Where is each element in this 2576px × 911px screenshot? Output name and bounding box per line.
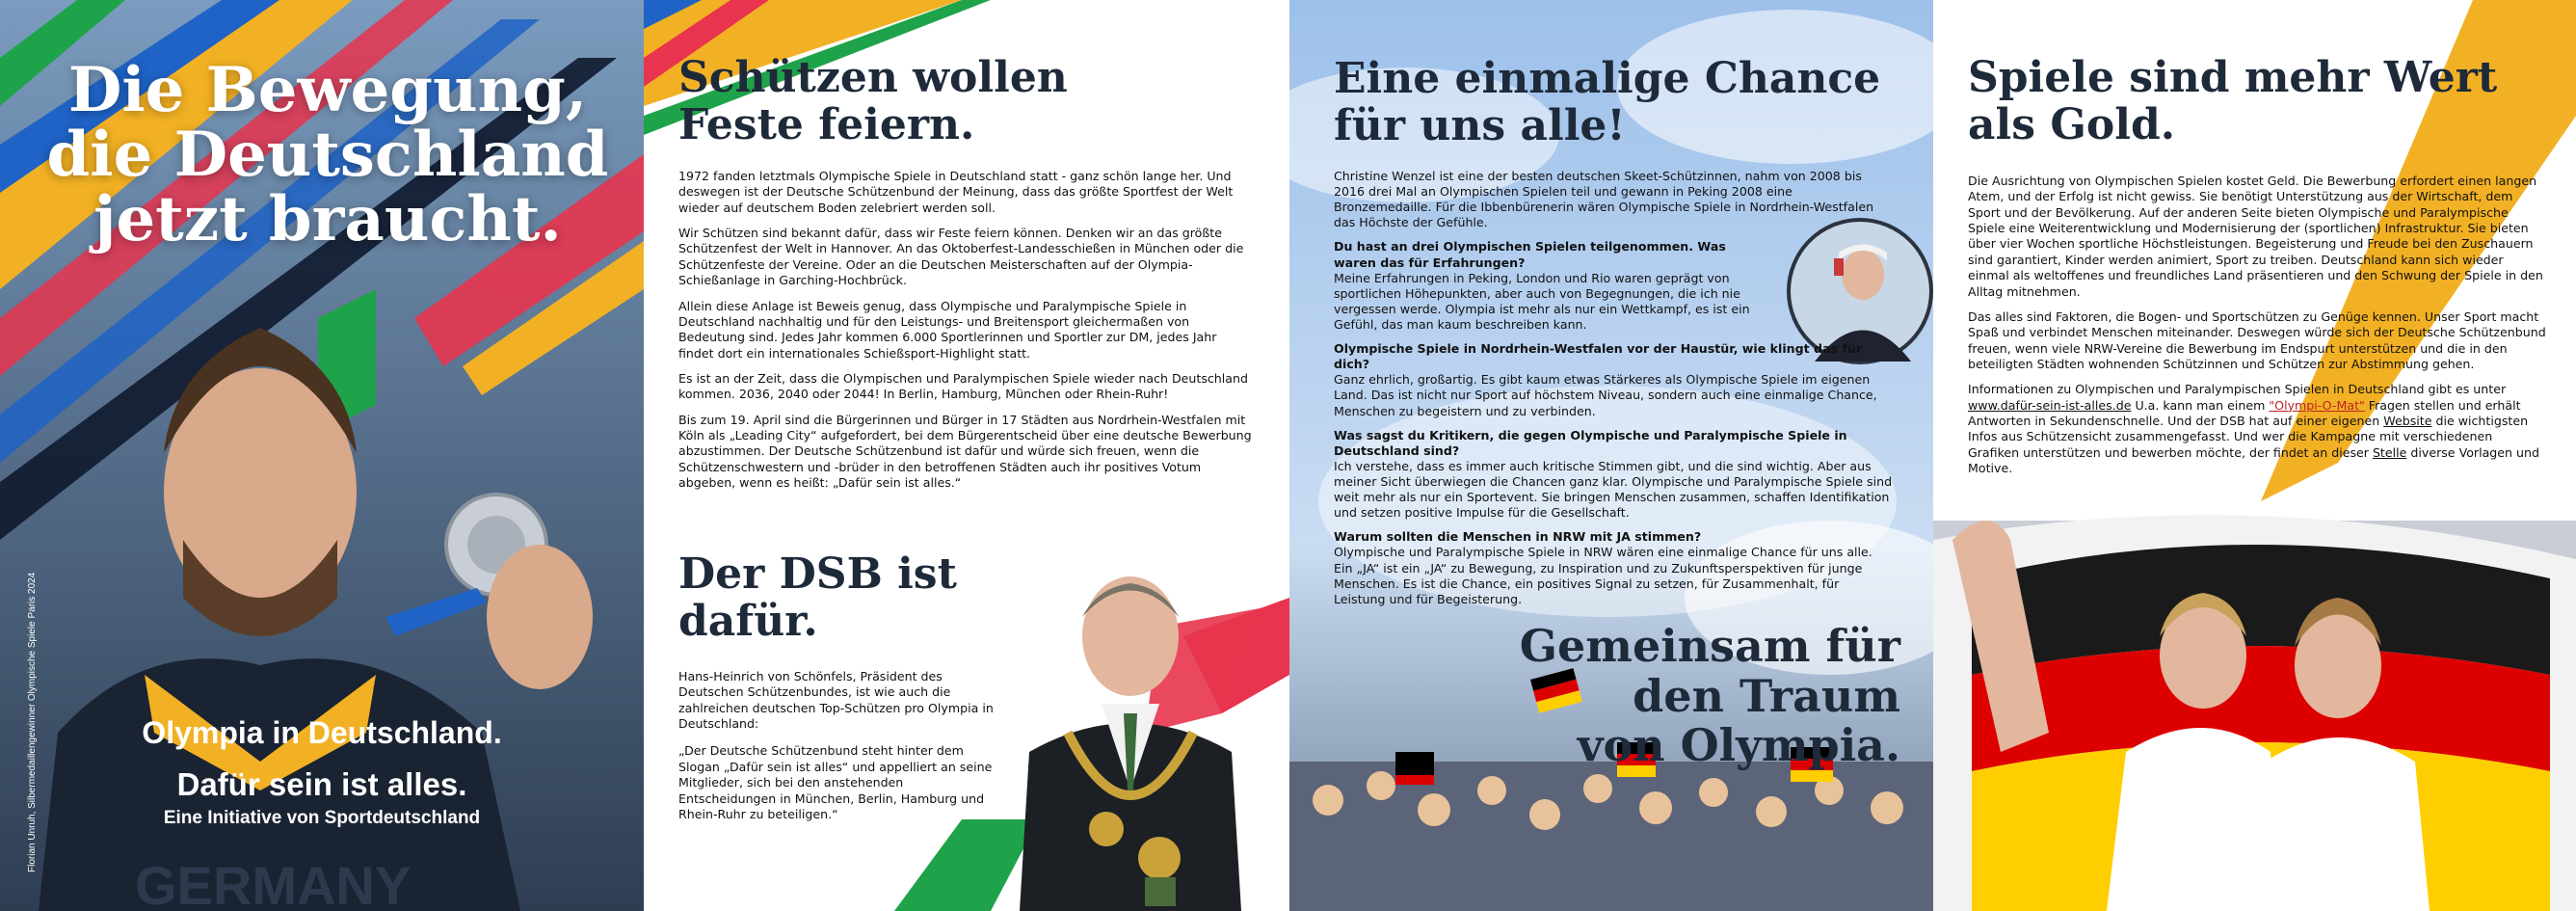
photo-credit: Florian Unruh, Silbermedaillengewinner Olympische Spiele Paris 2024 — [27, 572, 38, 872]
article-body — [678, 169, 1252, 500]
cover-tagline: Olympia in Deutschland. — [142, 715, 502, 750]
question: Was sagst du Kritikern, die gegen Olympische und Paralympische Spiele in Deutschland sind? — [1334, 427, 1847, 458]
qa-item — [1334, 341, 1893, 419]
dsb-statement — [678, 669, 996, 834]
interview-body — [1334, 169, 1893, 616]
heading-chance — [1334, 55, 1912, 150]
qa-item — [1334, 529, 1893, 607]
president-photo — [1000, 569, 1261, 911]
cover-title — [19, 54, 636, 256]
heading-line: Spiele sind mehr Wert — [1968, 53, 2498, 102]
quote: „Der Deutsche Schützenbund steht hinter dem Slogan „Dafür sein ist alles“ und appelliert an seine Mitglieder, sich bei den anstehenden Entscheidungen in München, Berlin, Hamburg und Rhein-Ruhr zu beteiligen.“ — [678, 743, 993, 821]
text-segment: die wichtigsten Infos aus Schützensicht zusammengefasst. Und wer die Kampagne mit verschiedenen Grafiken unterstützen und bewerben möchte, der findet an dieser — [1968, 414, 2529, 460]
answer: Olympische und Paralympische Spiele in NRW wären eine einmalige Chance für uns alle. Ein „JA“ ist ein „JA“ zu Bewegung, zu Inspiration und zu Zukunftsperspektiven für junge Menschen. Es ist die Chance, ein positives Signal zu setzen, für Zusammenhalt, für Leistung und für Begeisterung. — [1334, 545, 1872, 606]
question: Olympische Spiele in Nordrhein-Westfalen vor der Haustür, wie klingt das für dich? — [1334, 341, 1863, 372]
heading-line: Der DSB ist — [678, 549, 957, 599]
paragraph: Allein diese Anlage ist Beweis genug, dass Olympische und Paralympische Spiele in Deutschland nachhaltig und für den Leistungs- und Breitensport gleichermaßen von Bedeutung sind. Jedes Jahr kommen 6.000 Sportlerinnen und Sportler zur DM, jedes Jahr findet dort ein internationales Schießsport-Highlight statt. — [678, 298, 1217, 361]
article-body — [1968, 174, 2546, 486]
answer: Meine Erfahrungen in Peking, London und Rio waren geprägt von sportlichen Höhepunkten, aber auch von Begegnungen, die ich nie vergessen werde. Olympia ist mehr als nur ein Wettkampf, es ist ein Gefühl, das man kaum beschreiben kann. — [1334, 270, 1750, 332]
heading-line: Schützen wollen — [678, 53, 1068, 102]
heading-schuetzen — [678, 54, 1257, 149]
answer: Ganz ehrlich, großartig. Es gibt kaum etwas Stärkeres als Olympische Spiele im eigenen Land. Das ist nicht nur Sport auf höchstem Niveau, sondern auch eine einmalige Chance, Menschen zu begeistern und zu verbinden. — [1334, 372, 1877, 418]
question: Du hast an drei Olympischen Spielen teilgenommen. Was waren das für Erfahrungen? — [1334, 239, 1726, 270]
text-segment: Informationen zu Olympischen und Paralympischen Spielen in Deutschland gibt es unter — [1968, 382, 2507, 397]
paragraph-links — [1968, 382, 2546, 476]
intro: Christine Wenzel ist eine der besten deutschen Skeet-Schützinnen, nahm von 2008 bis 2016 drei Mal an Olympischen Spielen teil und gewann in Peking 2008 eine Bronzemedaille. Für die Ibbenbürenerin wären Olympische Spiele in Nordrhein-Westfalen das Höchste der Gefühle. — [1334, 169, 1874, 230]
heading-line: für uns alle! — [1334, 101, 1626, 151]
cover-slogan: Dafür sein ist alles. — [176, 766, 467, 802]
article-panel-gold — [1933, 0, 2576, 911]
paragraph: 1972 fanden letztmals Olympische Spiele in Deutschland statt - ganz schön lange her. Und deswegen ist der Deutsche Schützenbund der Meinung, dass das größte Sportfest der Welt wieder auf deutschem Boden zelebriert werden soll. — [678, 169, 1234, 215]
paragraph: Bis zum 19. April sind die Bürgerinnen und Bürger in 17 Städten aus Nordrhein-Westfalen mit Köln als „Leading City“ aufgefordert, bei dem Bürgerentscheid über eine deutsche Bewerbung abzustimmen. Der Deutsche Schützenbund ist dafür und würde sich freuen, wenn die Schützenschwestern und -brüder in den betroffenen Städten auch ihr positives Votum abgeben, wenn es heißt: „Dafür sein ist alles.“ — [678, 412, 1252, 491]
heading-line: den Traum — [1633, 669, 1900, 722]
heading-gold — [1968, 54, 2546, 149]
text-segment: U.a. kann man einem — [2131, 397, 2270, 413]
paragraph: Es ist an der Zeit, dass die Olympischen und Paralympischen Spiele wieder nach Deutschland kommen. 2036, 2040 oder 2044! In Berlin, Hamburg, München oder Rhein-Ruhr! — [678, 370, 1248, 402]
interview-panel — [1289, 0, 1933, 911]
paragraph: Wir Schützen sind bekannt dafür, dass wir Feste feiern können. Denken wir an das größte Schützenfest der Welt in Hannover. An das Oktoberfest-Landesschießen in München oder die Schützenfeste der Vereine. Oder an die Deutschen Meisterschaften auf der Olympia-Schießanlage in Garching-Hochbrück. — [678, 226, 1244, 288]
cover-title-line: die Deutschland — [46, 119, 609, 192]
heading-line: Feste feiern. — [678, 100, 975, 150]
paragraph: Die Ausrichtung von Olympischen Spielen kostet Geld. Die Bewerbung erfordert einen langen Atem, und der Erfolg ist nicht gewiss. Sie benötigt Unterstützung aus der Wirtschaft, dem Sport und der Bevölkerung. Auf der anderen Seite bieten Olympische und Paralympische Spiele eine Weiterentwicklung und Modernisierung der (sportlichen) Infrastruktur. Sie bieten über vier Wochen sportliche Höchstleistungen. Begeisterung und Freude bei den Zuschauern sind garantiert, Kinder werden animiert, Sport zu treiben. Deutschland kann sich wieder einmal als weltoffenes und freundliches Land präsentieren und den Schwung der Spiele in den Alltag mitnehmen. — [1968, 174, 2543, 299]
heading-line: Eine einmalige Chance — [1334, 54, 1881, 103]
heading-gemeinsam — [1476, 622, 1900, 771]
heading-line: dafür. — [678, 597, 818, 647]
heading-dsb — [678, 550, 996, 646]
article-panel-schuetzen — [644, 0, 1289, 911]
heading-line: Gemeinsam für — [1519, 620, 1900, 672]
cover-initiative: Eine Initiative von Sportdeutschland — [163, 808, 481, 828]
cover-title-line: Die Bewegung, — [67, 54, 588, 126]
answer: Ich verstehe, dass es immer auch kritische Stimmen gibt, und die sind wichtig. Aber aus meiner Sicht überwiegen die Chancen ganz klar. Olympische und Paralympische Spiele sind weit mehr als nur ein Sportevent. Sie bringen Menschen zusammen, schaffen Identifikation und setzen positive Impulse für die Gesellschaft. — [1334, 458, 1893, 521]
qa-item — [1334, 428, 1893, 522]
heading-line: von Olympia. — [1577, 719, 1900, 772]
materials-link[interactable]: Stelle — [2372, 444, 2407, 460]
jersey-text: GERMANY — [135, 855, 412, 911]
qa-item — [1334, 239, 1772, 333]
cover-title-line: jetzt braucht. — [93, 183, 562, 256]
heading-line: als Gold. — [1968, 100, 2176, 150]
text-segment: Fragen stellen und erhält Antworten in Sekundenschnelle. Und der DSB hat auf einer eigenen — [1968, 397, 2521, 429]
paragraph: Das alles sind Faktoren, die Bogen- und Sportschützen zu Genüge kennen. Unser Sport macht Spaß und verbindet Menschen miteinander. Deswegen würde sich der Deutsche Schützenbund freuen, wenn viele NRW-Vereine die Bewerbung im Endspurt unterstützen und die in den beteiligten Städten wohnenden Schützinnen und Schützen zur Abstimmung gehen. — [1968, 308, 2546, 371]
text-segment: diverse Vorlagen und Motive. — [1968, 444, 2539, 476]
question: Warum sollten die Menschen in NRW mit JA stimmen? — [1334, 529, 1702, 545]
olympiomat-link[interactable]: "Olympi-O-Mat" — [2269, 397, 2365, 413]
campaign-link[interactable]: www.dafür-sein-ist-alles.de — [1968, 397, 2132, 413]
cover-panel — [0, 0, 644, 911]
website-link[interactable]: Website — [2383, 414, 2432, 429]
paragraph: Hans-Heinrich von Schönfels, Präsident des Deutschen Schützenbundes, ist wie auch die zahlreichen deutschen Top-Schützen pro Olympia in Deutschland: — [678, 669, 994, 732]
